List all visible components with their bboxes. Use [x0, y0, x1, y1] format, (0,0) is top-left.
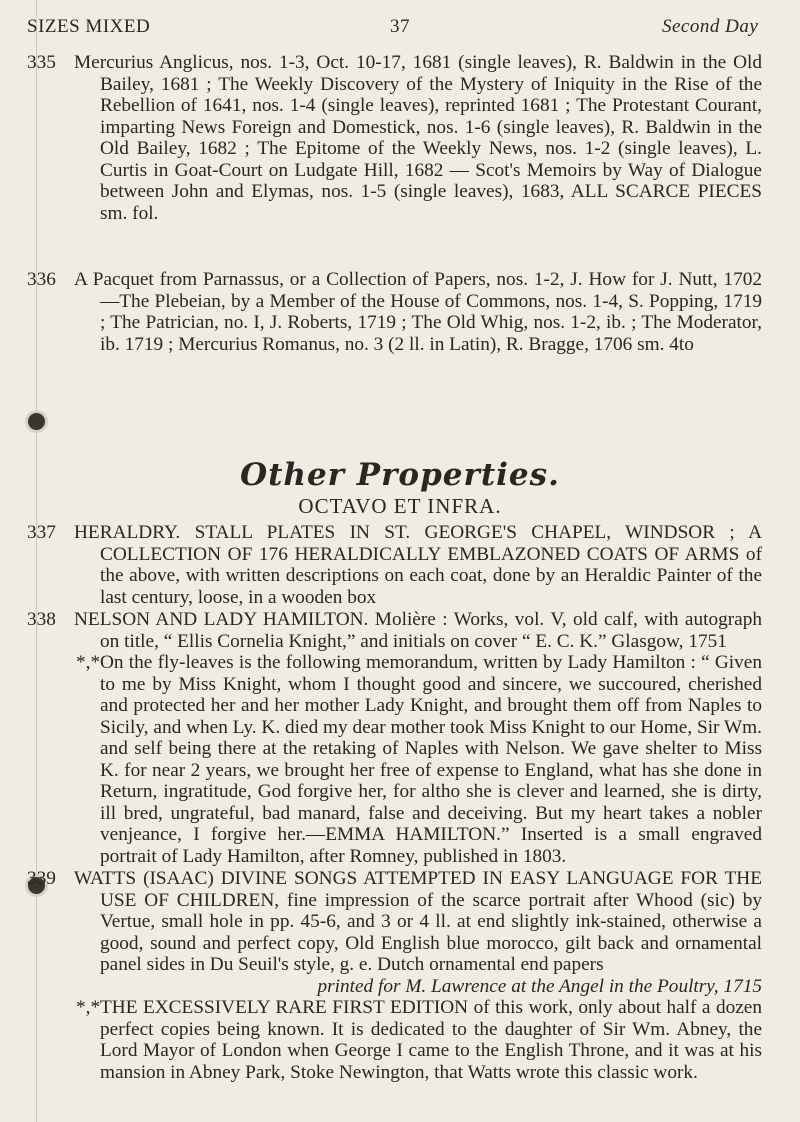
section-subtitle: OCTAVO ET INFRA.: [298, 494, 502, 518]
header-left: SIZES MIXED: [27, 16, 151, 37]
lot-note: [76, 997, 762, 1083]
lot-entry: [27, 609, 762, 867]
lot-description: HERALDRY. STALL PLATES IN ST. GEORGE'S CHAPEL, WINDSOR ; A COLLECTION OF 176 HERALDICALLY EMBLAZONED COATS OF ARMS of the above, with written descriptions on each coat, done by an Heraldic Painter of the last century, loose, in a wooden box: [74, 522, 762, 608]
lot-entry: [27, 868, 762, 1083]
lot-description: A Pacquet from Parnassus, or a Collection of Papers, nos. 1-2, J. How for J. Nutt, 1702—The Plebeian, by a Member of the House of Commons, nos. 1-4, S. Popping, 1719 ; The Patrician, no. I, J. Roberts, 1719 ; The Old Whig, nos. 1-2, ib. ; The Moderator, ib. 1719 ; Mercurius Romanus, no. 3 (2 ll. in Latin), R. Bragge, 1706 sm. 4to: [74, 269, 762, 355]
imprint-text: printed for M. Lawrence at the Angel in the Poultry, 1715: [317, 975, 762, 997]
lot-number: 336: [27, 269, 56, 290]
lot-note: [76, 652, 762, 867]
note-marker: *,*: [76, 997, 101, 1018]
page-header: [27, 16, 759, 40]
lot-description: WATTS (ISAAC) DIVINE SONGS ATTEMPTED IN EASY LANGUAGE FOR THE USE OF CHILDREN, fine impression of the scarce portrait after Whood (sic) by Vertue, small hole in pp. 45-6, and 3 or 4 ll. at end slightly ink-stained, otherwise a good, sound and perfect copy, Old English blue morocco, gilt back and ornamental panel sides in Du Seuil's style, g. e. Dutch ornamental end papers: [74, 868, 762, 975]
section-title: Other Properties.: [240, 457, 560, 493]
punch-hole: [28, 413, 45, 430]
lot-description: Mercurius Anglicus, nos. 1-3, Oct. 10-17, 1681 (single leaves), R. Baldwin in the Old Bailey, 1681 ; The Weekly Discovery of the Mystery of Iniquity in the Rise of the Rebellion of 1641, nos. 1-4 (single leaves), reprinted 1681 ; The Protestant Courant, imparting News Foreign and Domestick, nos. 1-6 (single leaves), R. Baldwin in the Old Bailey, 1682 ; The Epitome of the Weekly News, nos. 1-2 (single leaves), L. Curtis in Goat-Court on Ludgate Hill, 1682 — Scot's Memoirs by Way of Dialogue between John and Elymas, nos. 1-5 (single leaves), 1683, ALL SCARCE PIECES sm. fol.: [74, 52, 762, 224]
lot-number: 339: [27, 868, 56, 889]
lot-number: 338: [27, 609, 56, 630]
header-right: Second Day: [662, 16, 759, 37]
lot-number: 335: [27, 52, 56, 73]
note-marker: *,*: [76, 652, 101, 673]
lot-entry: [27, 522, 762, 608]
lot-number: 337: [27, 522, 56, 543]
lot-note-text: On the fly-leaves is the following memorandum, written by Lady Hamilton : “ Given to me by Miss Knight, whom I thought good and sincere, we succoured, cherished and protected her and her mother Lady Knight, and brought them off from Naples to Sicily, and when Ly. K. died my dear mother took Miss Knight to our Home, Sir Wm. and self being there at the retaking of Naples with Nelson. We gave shelter to Miss K. for near 2 years, we brought her free of expense to England, what has she done in Return, ingratitude, God forgive her, for altho she is clever and learned, she is dirty, ill bred, ungrateful, bad manard, false and deceiving. But my heart takes a nobler venjeance, I forgive her.—EMMA HAMILTON.” Inserted is a small engraved portrait of Lady Hamilton, after Romney, published in 1803.: [100, 652, 762, 867]
lot-note-text: THE EXCESSIVELY RARE FIRST EDITION of this work, only about half a dozen perfect copies being known. It is dedicated to the daughter of Sir Wm. Abney, the Lord Mayor of London when George I came to the English Throne, and it was at his mansion in Abney Park, Stoke Newington, that Watts wrote this classic work.: [100, 997, 762, 1083]
page-number: 37: [390, 16, 410, 37]
lot-entry: [27, 269, 762, 355]
lot-description: NELSON AND LADY HAMILTON. Molière : Works, vol. V, old calf, with autograph on title, “ Ellis Cornelia Knight,” and initials on cover “ E. C. K.” Glasgow, 1751: [74, 609, 762, 652]
lot-imprint: [100, 976, 762, 998]
lot-entry: [27, 52, 762, 224]
